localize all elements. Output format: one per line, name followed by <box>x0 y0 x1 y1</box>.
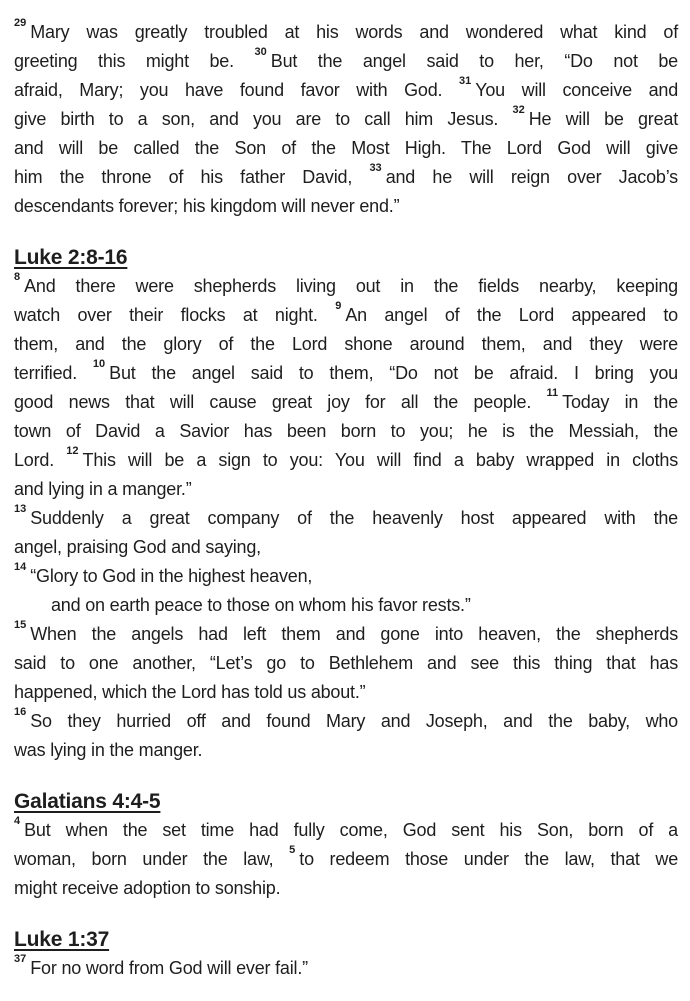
verse-number: 15 <box>14 619 27 632</box>
text-line: woman, born under the law, $^5$ to redeem those under the law, that we <box>14 844 679 869</box>
text-line: was lying in the manger. <box>14 740 203 760</box>
text-line: $^{14}$ “Glory to God in the highest heaven, <box>14 561 313 586</box>
verse-number: 31 <box>458 75 472 88</box>
verse-number: 33 <box>369 162 382 175</box>
scripture-section-2 <box>14 788 678 903</box>
verse-number: 10 <box>92 358 106 371</box>
text-line: $^{29}$ Mary was greatly troubled at his words and wondered what kind of <box>14 17 678 42</box>
scripture-section-0 <box>14 18 678 221</box>
verse-paragraph <box>14 562 678 620</box>
verse-number: 29 <box>14 17 27 30</box>
text-line: $^8$ And there were shepherds living out in the fields nearby, keeping <box>14 271 678 296</box>
text-line: them, and the glory of the Lord shone around them, and they were <box>14 334 678 354</box>
passage-heading: Galatians 4:4-5 <box>14 790 161 813</box>
text-line: Lord. $^{12}$ This will be a sign to you: You will find a baby wrapped in cloths <box>14 445 678 470</box>
verse-paragraph <box>14 272 678 504</box>
text-line: him the throne of his father David, $^{33}$ and he will reign over Jacob’s <box>14 162 678 187</box>
verse-paragraph <box>14 620 678 707</box>
verse-number: 30 <box>254 46 267 59</box>
verse-paragraph <box>14 504 678 562</box>
text-line: give birth to a son, and you are to call him Jesus. $^{32}$ He will be great <box>14 104 679 129</box>
text-line: $^{37}$ For no word from God will ever fail.” <box>14 953 308 978</box>
text-line: angel, praising God and saying, <box>14 537 261 557</box>
verse-number: 32 <box>512 104 525 117</box>
text-line: might receive adoption to sonship. <box>14 878 281 898</box>
verse-number: 11 <box>546 387 559 400</box>
text-line: town of David a Savior has been born to you; he is the Messiah, the <box>14 421 678 441</box>
text-line: $^4$ But when the set time had fully come, God sent his Son, born of a <box>14 815 678 840</box>
text-line: $^{13}$ Suddenly a great company of the heavenly host appeared with the <box>14 503 678 528</box>
scripture-section-3 <box>14 926 678 983</box>
text-line: good news that will cause great joy for all the people. $^{11}$ Today in the <box>14 387 678 412</box>
verse-number: 12 <box>66 445 79 458</box>
verse-paragraph <box>14 816 678 903</box>
text-line: $^{15}$ When the angels had left them and gone into heaven, the shepherds <box>14 619 678 644</box>
verse-number: 16 <box>14 706 27 719</box>
text-line: watch over their flocks at night. $^9$ An angel of the Lord appeared to <box>14 300 678 325</box>
verse-number: 9 <box>335 300 342 313</box>
verse-number: 8 <box>14 271 21 284</box>
verse-number: 4 <box>14 815 21 828</box>
verse-paragraph <box>14 954 678 983</box>
verse-number: 14 <box>14 561 27 574</box>
verse-paragraph <box>14 707 678 765</box>
verse-number: 37 <box>14 953 27 966</box>
text-line: and on earth peace to those on whom his favor rests.” <box>51 595 471 615</box>
text-line: said to one another, “Let’s go to Bethlehem and see this thing that has <box>14 653 678 673</box>
verse-number: 13 <box>14 503 27 516</box>
passage-heading: Luke 1:37 <box>14 928 110 951</box>
text-line: happened, which the Lord has told us about.” <box>14 682 366 702</box>
text-line: and lying in a manger.” <box>14 479 192 499</box>
text-line: afraid, Mary; you have found favor with God. $^{31}$ You will conceive and <box>14 75 679 100</box>
text-line: greeting this might be. $^{30}$ But the angel said to her, “Do not be <box>14 46 678 71</box>
text-line: descendants forever; his kingdom will never end.” <box>14 196 400 216</box>
verse-paragraph <box>14 18 678 221</box>
text-line: terrified. $^{10}$ But the angel said to them, “Do not be afraid. I bring you <box>14 358 678 383</box>
verse-number: 5 <box>289 844 296 857</box>
scripture-section-1 <box>14 244 678 765</box>
text-line: $^{16}$ So they hurried off and found Mary and Joseph, and the baby, who <box>14 706 678 731</box>
text-line: and will be called the Son of the Most High. The Lord God will give <box>14 138 678 158</box>
passage-heading: Luke 2:8-16 <box>14 246 128 269</box>
